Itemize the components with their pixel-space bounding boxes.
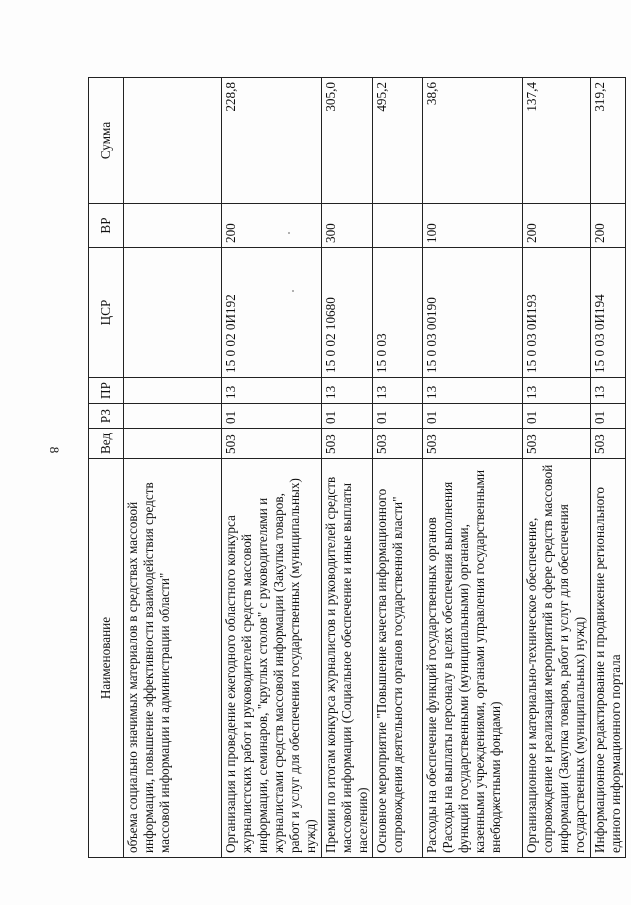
cell-ved: 503 — [373, 429, 423, 459]
cell-rz: 01 — [423, 404, 523, 429]
header-rz: РЗ — [89, 404, 124, 429]
cell-pr: 13 — [322, 378, 373, 404]
cell-name: Расходы на обеспечение функций государственных органов (Расходы на выплаты персоналу в целях обеспечения выполнения функций государственными (муниципальными) органами, казенными учреждениями, органами управления государственными внебюджетными фондами) — [423, 459, 523, 858]
cell-csr: 15 0 02 10680 — [322, 248, 373, 378]
cell-sum — [124, 78, 222, 204]
table-header-row — [89, 78, 124, 858]
header-csr: ЦСР — [89, 248, 124, 378]
cell-pr: 13 — [222, 378, 322, 404]
cell-rz: 01 — [373, 404, 423, 429]
cell-sum: 38,6 — [423, 78, 523, 204]
cell-rz: 01 — [322, 404, 373, 429]
header-ved: Вед — [89, 429, 124, 459]
cell-rz — [124, 404, 222, 429]
cell-vr — [373, 204, 423, 248]
cell-ved: 503 — [423, 429, 523, 459]
cell-sum: 137,4 — [523, 78, 591, 204]
header-name: Наименование — [89, 459, 124, 858]
cell-sum: 319,2 — [591, 78, 626, 204]
cell-csr: 15 0 03 0И194 — [591, 248, 626, 378]
cell-sum: 305,0 — [322, 78, 373, 204]
header-sum: Сумма — [89, 78, 124, 204]
cell-csr: 15 0 03 — [373, 248, 423, 378]
cell-vr: 200 — [591, 204, 626, 248]
cell-pr: 13 — [591, 378, 626, 404]
scan-speck — [292, 290, 294, 292]
cell-ved — [124, 429, 222, 459]
cell-ved: 503 — [523, 429, 591, 459]
budget-table-rotated — [88, 78, 623, 858]
table-row — [222, 78, 322, 858]
cell-csr: 15 0 03 0И193 — [523, 248, 591, 378]
cell-rz: 01 — [523, 404, 591, 429]
cell-name: Премии по итогам конкурса журналистов и руководителей средств массовой информации (Социальное обеспечение и иные выплаты населению) — [322, 459, 373, 858]
cell-vr: 300 — [322, 204, 373, 248]
cell-name: Организация и проведение ежегодного областного конкурса журналистских работ и руководителей средств массовой информации, семинаров, "круглых столов" с руководителями и журналистами средств массовой информации (Закупка товаров, работ и услуг для обеспечения государственных (муниципальных) нужд) — [222, 459, 322, 858]
table-row — [373, 78, 423, 858]
cell-pr — [124, 378, 222, 404]
cell-rz: 01 — [591, 404, 626, 429]
cell-ved: 503 — [322, 429, 373, 459]
cell-csr: 15 0 03 00190 — [423, 248, 523, 378]
cell-pr: 13 — [523, 378, 591, 404]
header-vr: ВР — [89, 204, 124, 248]
scan-speck — [288, 232, 290, 234]
cell-pr: 13 — [373, 378, 423, 404]
cell-vr: 100 — [423, 204, 523, 248]
cell-csr: 15 0 02 0И192 — [222, 248, 322, 378]
page-number: 8 — [47, 446, 62, 454]
cell-ved: 503 — [591, 429, 626, 459]
table-row — [523, 78, 591, 858]
cell-vr: 200 — [523, 204, 591, 248]
cell-ved: 503 — [222, 429, 322, 459]
table-row — [322, 78, 373, 858]
cell-csr — [124, 248, 222, 378]
budget-table — [88, 77, 626, 858]
table-row — [423, 78, 523, 858]
cell-name: Организационное и материально-техническое обеспечение, сопровождение и реализация мероприятий в сфере средств массовой информации (Закупка товаров, работ и услуг для обеспечения государственных (муниципальных) нужд) — [523, 459, 591, 858]
cell-vr: 200 — [222, 204, 322, 248]
table-row — [124, 78, 222, 858]
cell-sum: 228,8 — [222, 78, 322, 204]
cell-name: Информационное редактирование и продвижение регионального единого информационного портала — [591, 459, 626, 858]
table-row — [591, 78, 626, 858]
cell-name: объема социально значимых материалов в средствах массовой информации, повышение эффективности взаимодействия средств массовой информации и администрации области" — [124, 459, 222, 858]
cell-sum: 495,2 — [373, 78, 423, 204]
cell-rz: 01 — [222, 404, 322, 429]
cell-name: Основное мероприятие "Повышение качества информационного сопровождения деятельности органов государственной власти" — [373, 459, 423, 858]
cell-pr: 13 — [423, 378, 523, 404]
cell-vr — [124, 204, 222, 248]
header-pr: ПР — [89, 378, 124, 404]
